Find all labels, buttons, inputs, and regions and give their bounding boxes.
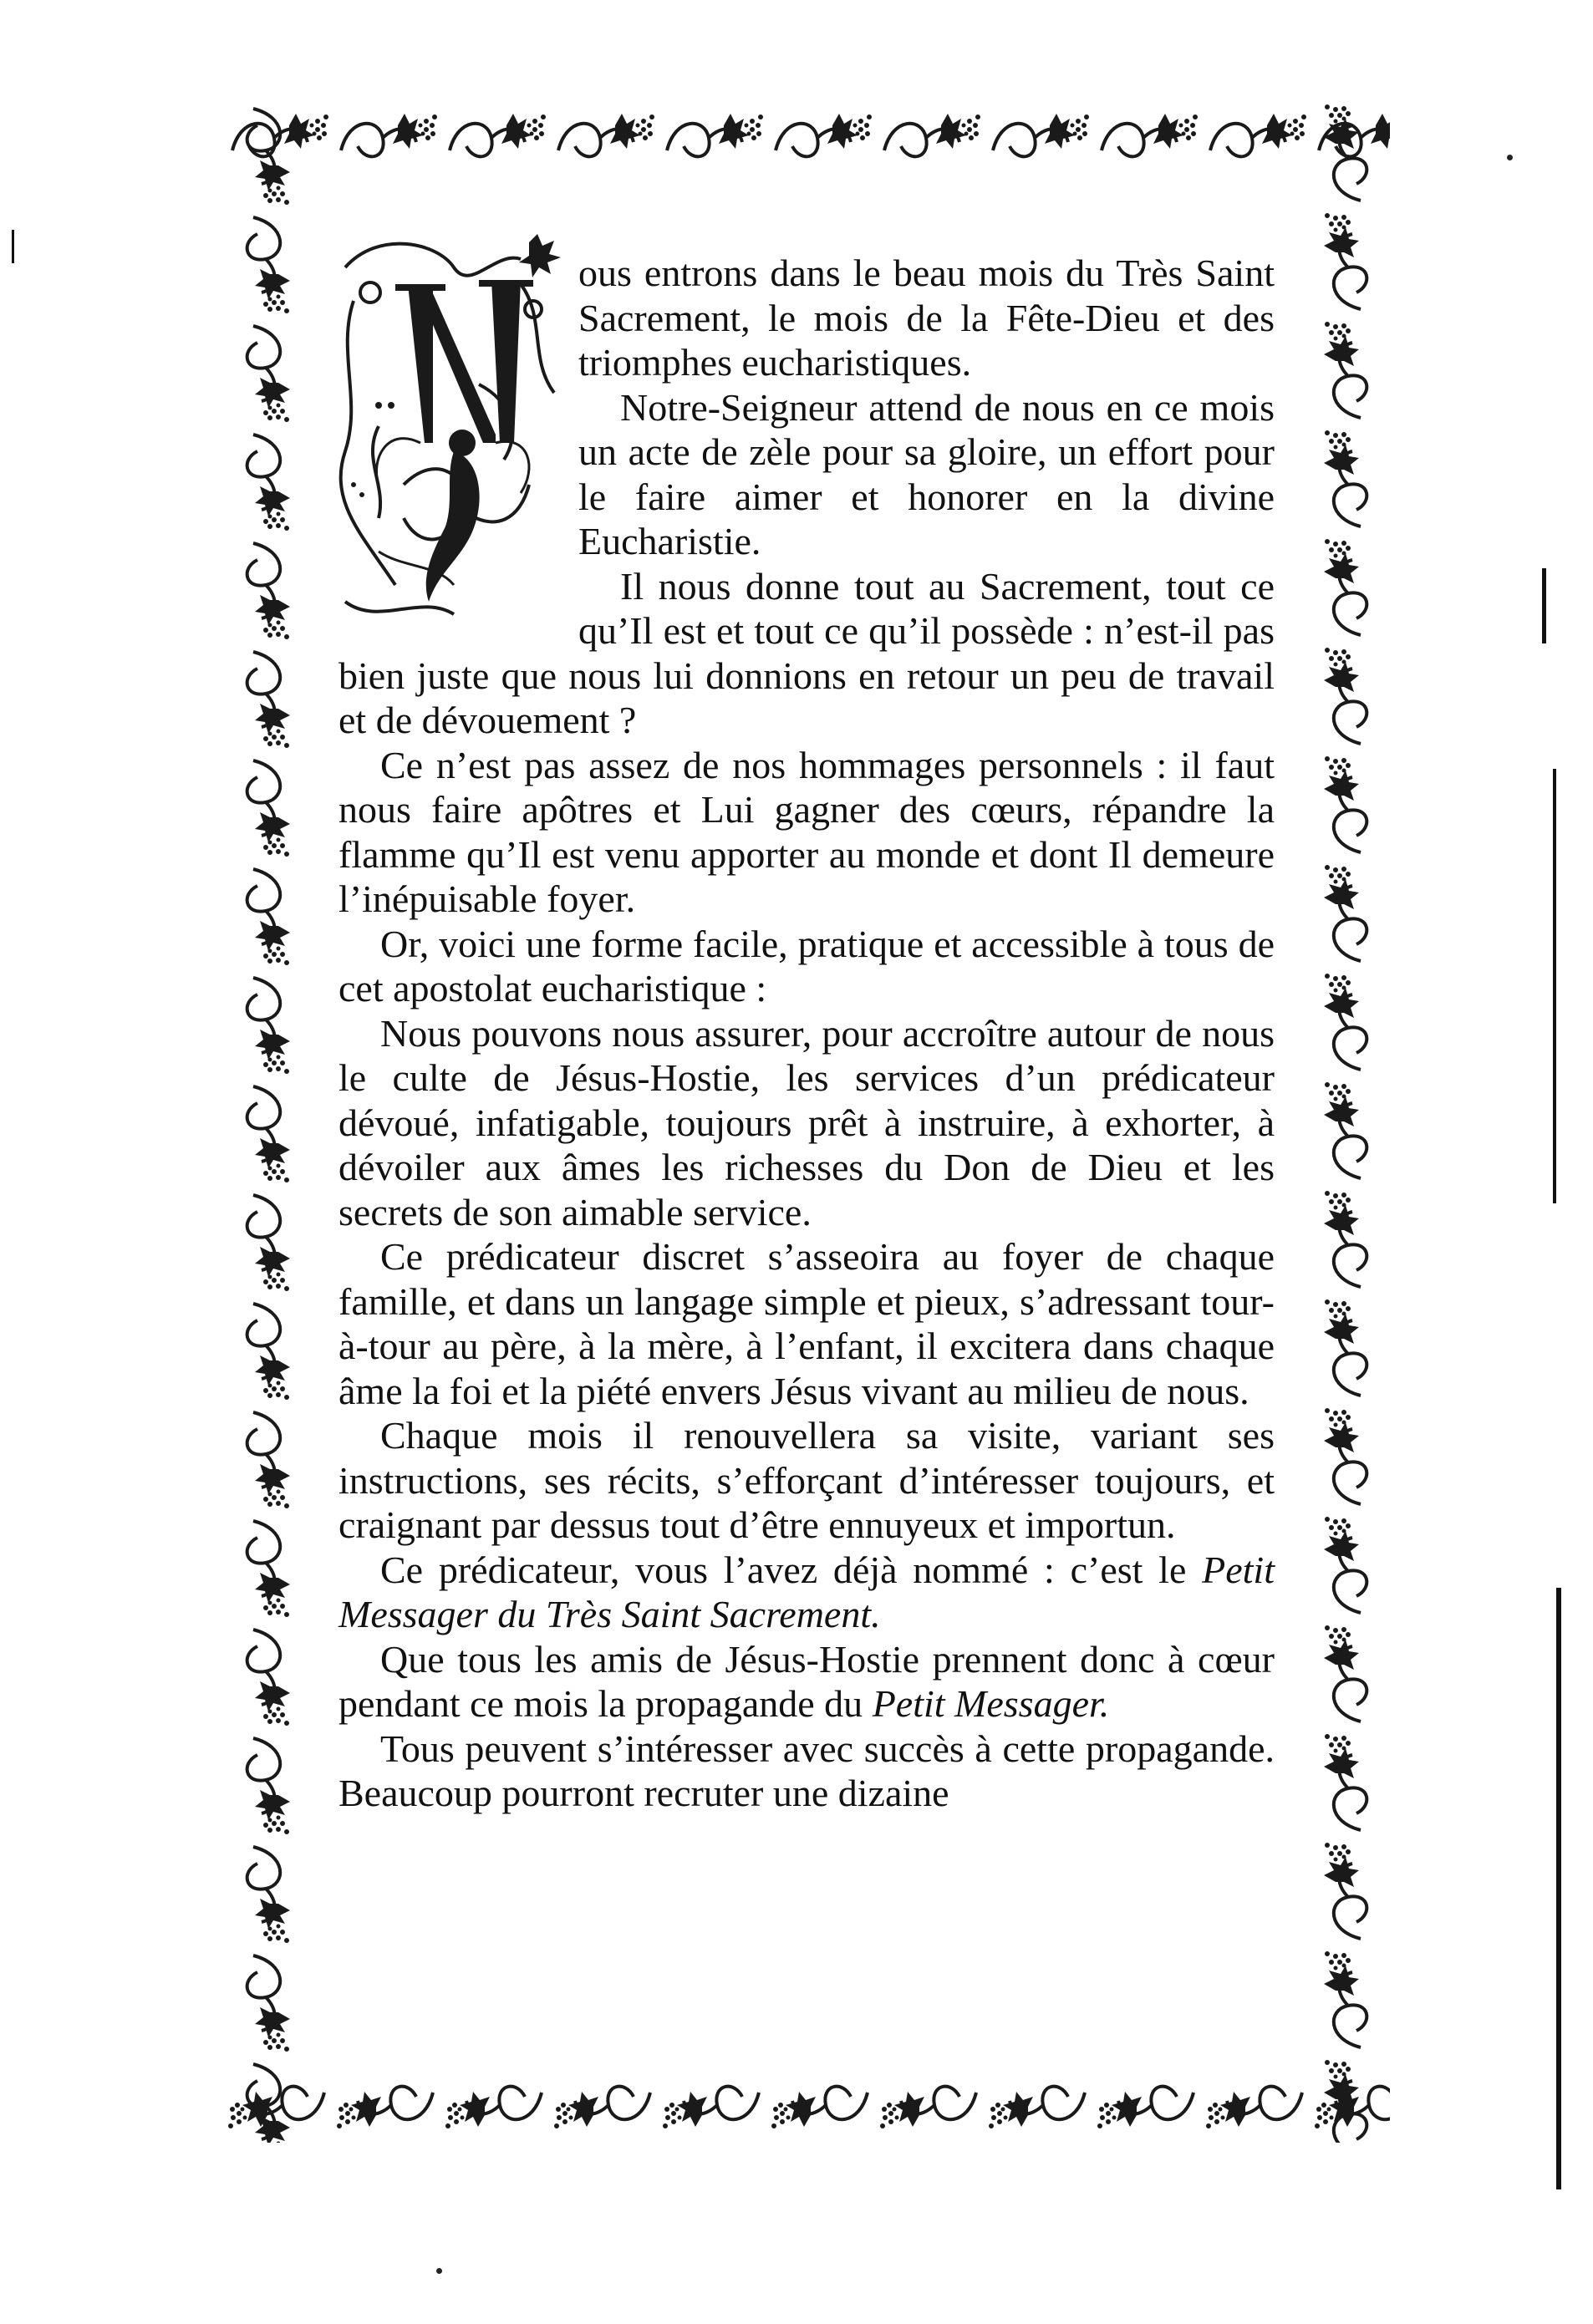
- top-ornamental-border: [224, 100, 1390, 180]
- scan-edge-mark: [1542, 568, 1546, 643]
- paragraph-5: Or, voici une forme facile, pratique et accessible à tous de cet apostolat eucharistique :: [338, 922, 1275, 1009]
- paragraph-9-lead: Ce prédicateur, vous l’avez déjà nommé : c’est le: [380, 1548, 1203, 1591]
- paragraph-1: ous entrons dans le beau mois du Très Saint Sacrement, le mois de la Fête-Dieu et des triomphes eucharistiques.: [578, 252, 1275, 384]
- paragraph-8: Chaque mois il renouvellera sa visite, variant ses instructions, ses récits, s’efforçant d’intéresser toujours, et craignant par dessus tout d’être ennuyeux et importun.: [338, 1414, 1275, 1546]
- scan-edge-mark: [12, 230, 14, 263]
- vine-border-icon: [1311, 100, 1390, 2143]
- illuminated-initial-angel-icon: [328, 234, 567, 627]
- scan-edge-mark: [1553, 769, 1556, 1203]
- bottom-ornamental-border: [224, 2063, 1390, 2143]
- paragraph-9: [338, 1548, 1275, 1637]
- scan-edge-mark: [1556, 1588, 1561, 2189]
- paragraph-11: Tous peuvent s’intéresser avec succès à cette propagande. Beaucoup pourront recruter une dizaine: [338, 1726, 1275, 1814]
- paragraph-10: [338, 1637, 1275, 1726]
- paragraph-4: Ce n’est pas assez de nos hommages personnels : il faut nous faire apôtres et Lui gagner des cœurs, répandre la flamme qu’Il est venu apporter au monde et dont Il demeure l’inépuisable foyer.: [338, 743, 1275, 920]
- paragraph-3: Il nous donne tout au Sacrement, tout ce qu’Il est et tout ce qu’il possède : n’est-il pas bien juste que nous lui donnions en retour un peu de travail et de dévouement ?: [338, 564, 1275, 741]
- publication-title: Petit Messager du Très Saint Sacrement.: [338, 1548, 1275, 1635]
- paragraph-6: Nous pouvons nous assurer, pour accroître autour de nous le culte de Jésus-Hostie, les services d’un prédicateur dévoué, infatigable, toujours prêt à instruire, à exhorter, à dévoiler aux âmes les richesses du Don de Dieu et les secrets de son aimable service.: [338, 1011, 1275, 1233]
- right-ornamental-border: [1311, 100, 1390, 2143]
- paragraph-10-lead: Que tous les amis de Jésus-Hostie prennent donc à cœur pendant ce mois la propagande du: [338, 1637, 1275, 1725]
- publication-title: Petit Messager.: [872, 1682, 1110, 1725]
- scan-speck: [1507, 155, 1513, 160]
- vine-border-icon: [224, 2063, 1390, 2143]
- paragraph-7: Ce prédicateur discret s’asseoira au foyer de chaque famille, et dans un langage simple et pieux, s’adressant tour-à-tour au père, à la mère, à l’enfant, il excitera dans chaque âme la foi et la piété envers Jésus vivant au milieu de nous.: [338, 1235, 1275, 1412]
- paragraph-2: Notre-Seigneur attend de nous en ce mois un acte de zèle pour sa gloire, un effort pour le faire aimer et honorer en la divine Eucharistie.: [578, 385, 1275, 562]
- scan-speck: [436, 2268, 442, 2274]
- document-body: [338, 251, 1275, 1816]
- left-ornamental-border: [224, 100, 303, 2143]
- vine-border-icon: [224, 100, 303, 2143]
- vine-border-icon: [224, 100, 1390, 180]
